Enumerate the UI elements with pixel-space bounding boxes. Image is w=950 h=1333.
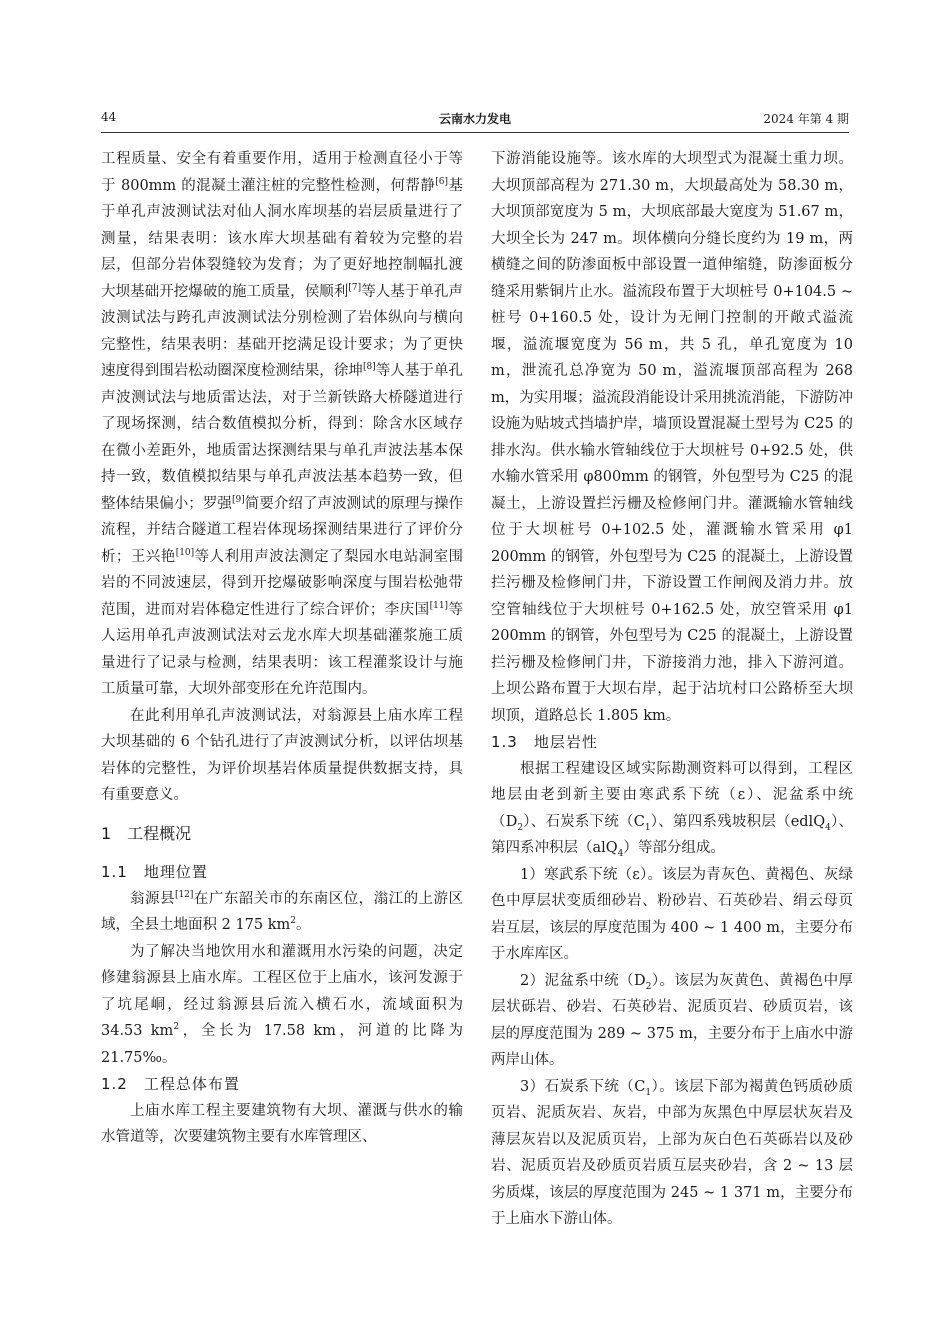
issue-label: 2024 年第 4 期 <box>763 112 849 126</box>
page-number: 44 <box>101 110 117 124</box>
citation-10[interactable]: [10] <box>175 547 195 558</box>
purpose-paragraph: 在此利用单孔声波测试法，对翁源县上庙水库工程大坝基础的 6 个钻孔进行了声波测试分析，以评估坝基岩体的完整性，为评价坝基岩体质量提供数据支持，具有重要意义。 <box>101 707 463 803</box>
citation-7[interactable]: [7] <box>348 282 362 293</box>
layout-paragraph-start: 上庙水库工程主要建筑物有大坝、灌溉与供水的输水管道等，次要建筑物主要有水库管理区、 <box>101 1102 463 1145</box>
section-1-3-heading: 1.3 地层岩性 <box>491 733 598 751</box>
citation-8[interactable]: [8] <box>362 362 376 373</box>
citation-11[interactable]: [11] <box>429 600 449 611</box>
section-1-heading: 1 工程概况 <box>101 823 192 843</box>
location-paragraph: 翁源县[12]在广东韶关市的东南区位，滃江的上游区域，全县土地面积 2 175 $km^2$。 <box>101 889 464 933</box>
intro-paragraph: 工程质量、安全有着重要作用，适用于检测直径小于等于 800mm 的混凝土灌注桩的完整性检测，何帮静[6]基于单孔声波测试法对仙人洞水库坝基的岩层质量进行了测量，结果表明：该水库大坝基础有着较为完整的岩层，但部分岩体裂缝较为发育；为了更好地控制幅扎渡大坝基础开挖爆破的施工质量，侯顺利[7]等人基于单孔声波测试法与跨孔声波测试法分别检测了岩体纵向与横向完整性，结果表明：基础开挖满足设计要求；为了更快速度得到围岩松动圈深度检测结果，徐坤[8]等人基于单孔声波测试法与地质雷达法，对于兰新铁路大桥隧道进行了现场探测，结合数值模拟分析，得到：除含水区域存在微小差距外，地质雷达探测结果与单孔声波法基本保持一致，数值模拟结果与单孔声波法基本趋势一致，但整体结果偏小；罗强[9]简要介绍了声波测试的原理与操作流程，并结合隧道工程岩体现场探测结果进行了评价分析；王兴艳[10]等人利用声波法测定了梨园水电站洞室围岩的不同波速层，得到开挖爆破影响深度与围岩松弛带范围，进而对岩体稳定性进行了综合评价；李庆国[11]等人运用单孔声波测试法对云龙水库大坝基础灌浆施工质量进行了记录与检测，结果表明：该工程灌浆设计与施工质量可靠，大坝外部变形在允许范围内。 <box>101 151 464 697</box>
section-1-2-heading: 1.2 工程总体布置 <box>101 1075 240 1093</box>
background-paragraph: 为了解决当地饮用水和灌溉用水污染的问题，决定修建翁源县上庙水库。工程区位于上庙水，该河发源于了坑尾峒，经过翁源县后流入横石水，流域面积为 34.53 $km^2$，全长为 17.58 km，河道的比降为 21.75‰。 <box>101 943 463 1066</box>
layout-paragraph-cont: 下游消能设施等。该水库的大坝型式为混凝土重力坝。大坝顶部高程为 271.30 m，大坝最高处为 58.30 m，大坝顶部宽度为 5 m，大坝底部最大宽度为 51.67 m，大坝全长为 247 m。坝体横向分缝长度约为 19 m，两横缝之间的防渗面板中部设置一道伸缩缝，防渗面板分缝采用紫铜片止水。溢流段布置于大坝桩号 0+104.5 ~ 桩号 0+160.5 处，设计为无闸门控制的开敞式溢流堰，溢流堰宽度为 56 m，共 5 孔，单孔宽度为 10 m，泄流孔总净宽为 50 m，溢流堰顶部高程为 268 m，为实用堰；溢流段消能设计采用挑流消能，下游防冲设施为贴坡式挡墙护岸，墙顶设置混凝土型号为 C25 的排水沟。供水输水管轴线位于大坝桩号 0+92.5 处，供水输水管采用 φ800mm 的钢管，外包型号为 C25 的混凝土，上游设置拦污栅及检修闸门井。灌溉输水管轴线位于大坝桩号 0+102.5 处，灌溉输水管采用 φ1 200mm 的钢管，外包型号为 C25 的混凝土，上游设置拦污栅及检修闸门井，下游设置工作闸阀及消力井。放空管轴线位于大坝桩号 0+162.5 处，放空管采用 φ1 200mm 的钢管，外包型号为 C25 的混凝土，上游设置拦污栅及检修闸门井，下游接消力池，排入下游河道。上坝公路布置于大坝右岸，起于沾坑村口公路桥至大坝坝顶，道路总长 1.805 km。 <box>491 151 853 724</box>
page-header <box>101 110 849 130</box>
citation-9[interactable]: [9] <box>231 494 245 505</box>
header-rule <box>101 132 849 133</box>
carboniferous-paragraph: 3）石炭系下统$(C_1)$。该层下部为褐黄色钙质砂质页岩、泥质灰岩、灰岩，中部为灰黑色中厚层状灰岩及薄层灰岩以及泥质页岩，上部为灰白色石英砾岩以及砂岩、泥质页岩及砂质页岩质互层夹砂岩，含 2 ~ 13 层劣质煤，该层的厚度范围为 245 ~ 1 371 m，主要分布于上庙水下游山体。 <box>491 1078 853 1227</box>
cambrian-paragraph: 1）寒武系下统（ε）。该层为青灰色、黄褐色、灰绿色中厚层状变质细砂岩、粉砂岩、石英砂岩、绢云母页岩互层，该层的厚度范围为 400 ~ 1 400 m，主要分布于水库库区。 <box>491 866 853 962</box>
citation-12[interactable]: [12] <box>174 889 194 900</box>
left-column <box>101 146 463 1151</box>
section-1-1-heading: 1.1 地理位置 <box>101 863 208 881</box>
journal-title: 云南水力发电 <box>438 112 511 126</box>
strata-paragraph: 根据工程建设区域实际勘测资料可以得到，工程区地层由老到新主要由寒武系下统（ε）、泥盆系中统$(D_2)$、石炭系下统$(C_1)$、第四系残坡积层（edlQ$_4$）、第四系冲积层（alQ$_4$）等部分组成。 <box>491 760 854 859</box>
devonian-paragraph: 2）泥盆系中统$(D_2)$。该层为灰黄色、黄褐色中厚层状砾岩、砂岩、石英砂岩、泥质页岩、砂质页岩，该层的厚度范围为 289 ~ 375 m，主要分布于上庙水中游两岸山体。 <box>491 972 853 1068</box>
citation-6[interactable]: [6] <box>435 176 449 187</box>
right-column <box>491 146 853 1233</box>
